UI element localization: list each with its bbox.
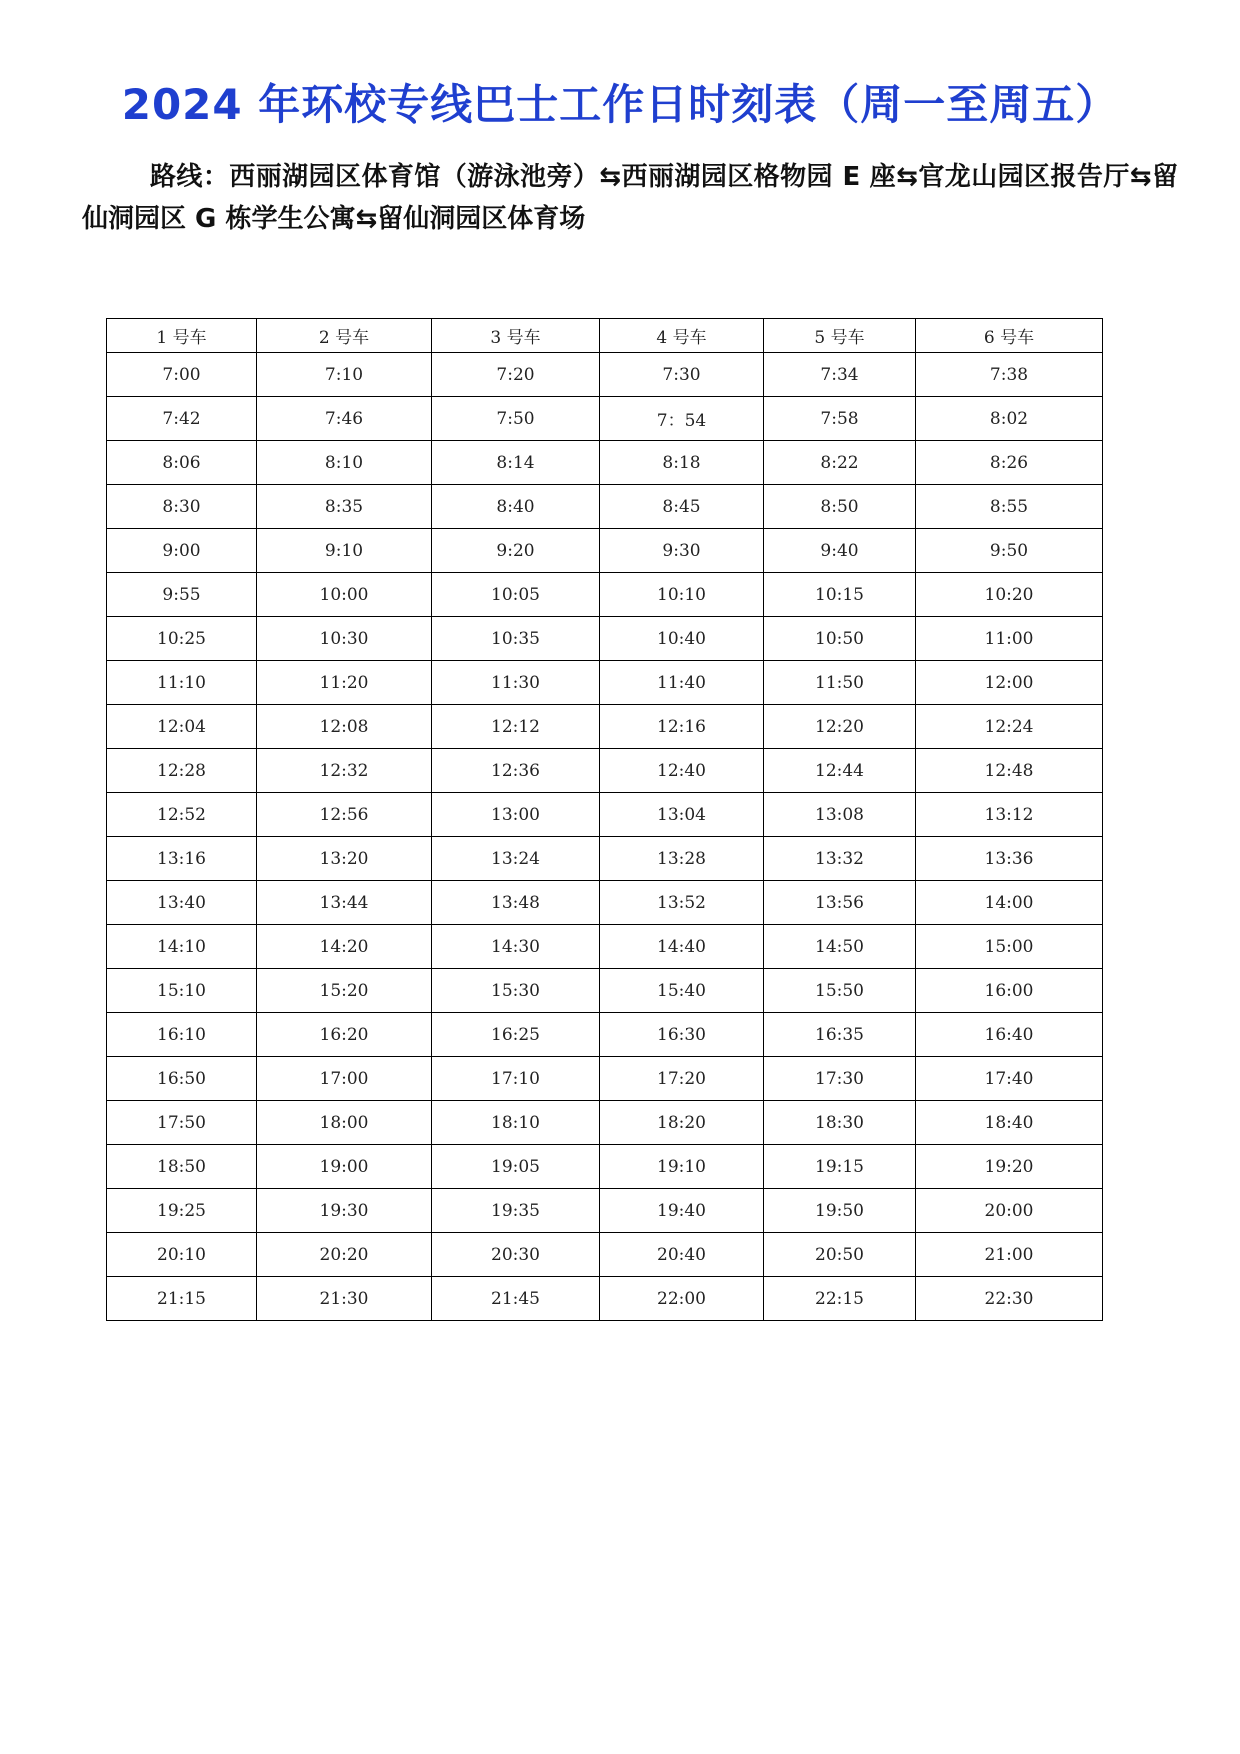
- table-row: [107, 573, 1103, 617]
- departure-time-cell: 13:36: [916, 837, 1103, 881]
- departure-time-cell: 13:48: [432, 881, 600, 925]
- column-header-bus-2: 2 号车: [257, 319, 432, 353]
- departure-time-cell: 19:20: [916, 1145, 1103, 1189]
- departure-time-cell: 7:50: [432, 397, 600, 441]
- departure-time-cell: 11:20: [257, 661, 432, 705]
- table-row: [107, 705, 1103, 749]
- departure-time-cell: 12:52: [107, 793, 257, 837]
- table-row: [107, 925, 1103, 969]
- departure-time-cell: 19:15: [764, 1145, 916, 1189]
- departure-time-cell: 17:00: [257, 1057, 432, 1101]
- table-row: [107, 1145, 1103, 1189]
- departure-time-cell: 16:50: [107, 1057, 257, 1101]
- departure-time-cell: 15:50: [764, 969, 916, 1013]
- departure-time-cell: 14:30: [432, 925, 600, 969]
- departure-time-cell: 10:15: [764, 573, 916, 617]
- table-row: [107, 1277, 1103, 1321]
- table-row: [107, 1233, 1103, 1277]
- departure-time-cell: 7:34: [764, 353, 916, 397]
- departure-time-cell: 11:50: [764, 661, 916, 705]
- departure-time-cell: 14:00: [916, 881, 1103, 925]
- table-row: [107, 1013, 1103, 1057]
- departure-time-cell: 13:12: [916, 793, 1103, 837]
- departure-time-cell: 15:00: [916, 925, 1103, 969]
- departure-time-cell: 15:10: [107, 969, 257, 1013]
- departure-time-cell: 11:30: [432, 661, 600, 705]
- departure-time-cell: 11:40: [600, 661, 764, 705]
- departure-time-cell: 19:05: [432, 1145, 600, 1189]
- table-row: [107, 661, 1103, 705]
- departure-time-cell: 12:04: [107, 705, 257, 749]
- departure-time-cell: 18:00: [257, 1101, 432, 1145]
- table-row: [107, 485, 1103, 529]
- departure-time-cell: 12:28: [107, 749, 257, 793]
- departure-time-cell: 10:20: [916, 573, 1103, 617]
- departure-time-cell: 8:35: [257, 485, 432, 529]
- departure-time-cell: 15:40: [600, 969, 764, 1013]
- table-row: [107, 793, 1103, 837]
- departure-time-cell: 10:25: [107, 617, 257, 661]
- table-row: [107, 1057, 1103, 1101]
- table-row: [107, 969, 1103, 1013]
- departure-time-cell: 14:20: [257, 925, 432, 969]
- departure-time-cell: 20:40: [600, 1233, 764, 1277]
- departure-time-cell: 14:40: [600, 925, 764, 969]
- departure-time-cell: 20:00: [916, 1189, 1103, 1233]
- departure-time-cell: 14:10: [107, 925, 257, 969]
- departure-time-cell: 8:45: [600, 485, 764, 529]
- departure-time-cell: 13:32: [764, 837, 916, 881]
- departure-time-cell: 12:20: [764, 705, 916, 749]
- departure-time-cell: 19:10: [600, 1145, 764, 1189]
- departure-time-cell: 9:40: [764, 529, 916, 573]
- departure-time-cell: 16:40: [916, 1013, 1103, 1057]
- departure-time-cell: 19:50: [764, 1189, 916, 1233]
- departure-time-cell: 10:50: [764, 617, 916, 661]
- departure-time-cell: 10:05: [432, 573, 600, 617]
- departure-time-cell: 11:10: [107, 661, 257, 705]
- departure-time-cell: 9:00: [107, 529, 257, 573]
- departure-time-cell: 9:50: [916, 529, 1103, 573]
- departure-time-cell: 13:52: [600, 881, 764, 925]
- departure-time-cell: 20:20: [257, 1233, 432, 1277]
- departure-time-cell: 21:30: [257, 1277, 432, 1321]
- departure-time-cell: 7:58: [764, 397, 916, 441]
- departure-time-cell: 16:20: [257, 1013, 432, 1057]
- departure-time-cell: 7：54: [600, 397, 764, 441]
- departure-time-cell: 7:30: [600, 353, 764, 397]
- departure-time-cell: 12:48: [916, 749, 1103, 793]
- departure-time-cell: 7:42: [107, 397, 257, 441]
- departure-time-cell: 9:20: [432, 529, 600, 573]
- departure-time-cell: 7:20: [432, 353, 600, 397]
- departure-time-cell: 12:12: [432, 705, 600, 749]
- departure-time-cell: 19:25: [107, 1189, 257, 1233]
- departure-time-cell: 19:35: [432, 1189, 600, 1233]
- departure-time-cell: 20:10: [107, 1233, 257, 1277]
- departure-time-cell: 10:35: [432, 617, 600, 661]
- departure-time-cell: 13:08: [764, 793, 916, 837]
- departure-time-cell: 7:10: [257, 353, 432, 397]
- departure-time-cell: 8:22: [764, 441, 916, 485]
- departure-time-cell: 12:08: [257, 705, 432, 749]
- departure-time-cell: 19:00: [257, 1145, 432, 1189]
- departure-time-cell: 13:44: [257, 881, 432, 925]
- departure-time-cell: 15:20: [257, 969, 432, 1013]
- departure-time-cell: 13:16: [107, 837, 257, 881]
- departure-time-cell: 8:10: [257, 441, 432, 485]
- departure-time-cell: 17:10: [432, 1057, 600, 1101]
- departure-time-cell: 13:24: [432, 837, 600, 881]
- departure-time-cell: 10:30: [257, 617, 432, 661]
- departure-time-cell: 9:10: [257, 529, 432, 573]
- timetable: [106, 318, 1103, 1321]
- departure-time-cell: 17:40: [916, 1057, 1103, 1101]
- table-row: [107, 617, 1103, 661]
- departure-time-cell: 17:20: [600, 1057, 764, 1101]
- table-row: [107, 397, 1103, 441]
- table-row: [107, 353, 1103, 397]
- departure-time-cell: 7:00: [107, 353, 257, 397]
- departure-time-cell: 16:35: [764, 1013, 916, 1057]
- departure-time-cell: 12:56: [257, 793, 432, 837]
- departure-time-cell: 16:30: [600, 1013, 764, 1057]
- table-row: [107, 1101, 1103, 1145]
- departure-time-cell: 20:50: [764, 1233, 916, 1277]
- departure-time-cell: 13:56: [764, 881, 916, 925]
- departure-time-cell: 19:40: [600, 1189, 764, 1233]
- departure-time-cell: 13:04: [600, 793, 764, 837]
- departure-time-cell: 12:00: [916, 661, 1103, 705]
- departure-time-cell: 19:30: [257, 1189, 432, 1233]
- table-row: [107, 1189, 1103, 1233]
- departure-time-cell: 16:10: [107, 1013, 257, 1057]
- departure-time-cell: 17:50: [107, 1101, 257, 1145]
- route-description: 路线：西丽湖园区体育馆（游泳池旁）⇆西丽湖园区格物园 E 座⇆官龙山园区报告厅⇆留仙洞园区 G 栋学生公寓⇆留仙洞园区体育场: [82, 162, 1178, 234]
- departure-time-cell: 12:40: [600, 749, 764, 793]
- departure-time-cell: 8:26: [916, 441, 1103, 485]
- departure-time-cell: 9:55: [107, 573, 257, 617]
- table-row: [107, 529, 1103, 573]
- departure-time-cell: 14:50: [764, 925, 916, 969]
- departure-time-cell: 22:00: [600, 1277, 764, 1321]
- departure-time-cell: 13:28: [600, 837, 764, 881]
- departure-time-cell: 13:20: [257, 837, 432, 881]
- departure-time-cell: 8:50: [764, 485, 916, 529]
- departure-time-cell: 18:30: [764, 1101, 916, 1145]
- departure-time-cell: 8:02: [916, 397, 1103, 441]
- departure-time-cell: 10:40: [600, 617, 764, 661]
- departure-time-cell: 12:16: [600, 705, 764, 749]
- column-header-bus-6: 6 号车: [916, 319, 1103, 353]
- departure-time-cell: 10:00: [257, 573, 432, 617]
- departure-time-cell: 22:30: [916, 1277, 1103, 1321]
- departure-time-cell: 12:36: [432, 749, 600, 793]
- column-header-bus-4: 4 号车: [600, 319, 764, 353]
- departure-time-cell: 10:10: [600, 573, 764, 617]
- table-row: [107, 881, 1103, 925]
- departure-time-cell: 21:00: [916, 1233, 1103, 1277]
- header-row: [107, 319, 1103, 353]
- departure-time-cell: 16:00: [916, 969, 1103, 1013]
- column-header-bus-1: 1 号车: [107, 319, 257, 353]
- departure-time-cell: 12:44: [764, 749, 916, 793]
- departure-time-cell: 7:46: [257, 397, 432, 441]
- table-row: [107, 837, 1103, 881]
- column-header-bus-5: 5 号车: [764, 319, 916, 353]
- page-title: 2024 年环校专线巴士工作日时刻表（周一至周五）: [121, 80, 1119, 129]
- departure-time-cell: 17:30: [764, 1057, 916, 1101]
- departure-time-cell: 8:40: [432, 485, 600, 529]
- departure-time-cell: 21:45: [432, 1277, 600, 1321]
- departure-time-cell: 8:55: [916, 485, 1103, 529]
- departure-time-cell: 16:25: [432, 1013, 600, 1057]
- table-row: [107, 441, 1103, 485]
- departure-time-cell: 18:40: [916, 1101, 1103, 1145]
- departure-time-cell: 12:24: [916, 705, 1103, 749]
- departure-time-cell: 9:30: [600, 529, 764, 573]
- departure-time-cell: 12:32: [257, 749, 432, 793]
- departure-time-cell: 21:15: [107, 1277, 257, 1321]
- departure-time-cell: 8:06: [107, 441, 257, 485]
- departure-time-cell: 8:30: [107, 485, 257, 529]
- departure-time-cell: 20:30: [432, 1233, 600, 1277]
- departure-time-cell: 7:38: [916, 353, 1103, 397]
- departure-time-cell: 8:14: [432, 441, 600, 485]
- departure-time-cell: 22:15: [764, 1277, 916, 1321]
- departure-time-cell: 8:18: [600, 441, 764, 485]
- departure-time-cell: 18:10: [432, 1101, 600, 1145]
- column-header-bus-3: 3 号车: [432, 319, 600, 353]
- departure-time-cell: 13:40: [107, 881, 257, 925]
- departure-time-cell: 15:30: [432, 969, 600, 1013]
- departure-time-cell: 11:00: [916, 617, 1103, 661]
- departure-time-cell: 18:50: [107, 1145, 257, 1189]
- departure-time-cell: 18:20: [600, 1101, 764, 1145]
- table-row: [107, 749, 1103, 793]
- departure-time-cell: 13:00: [432, 793, 600, 837]
